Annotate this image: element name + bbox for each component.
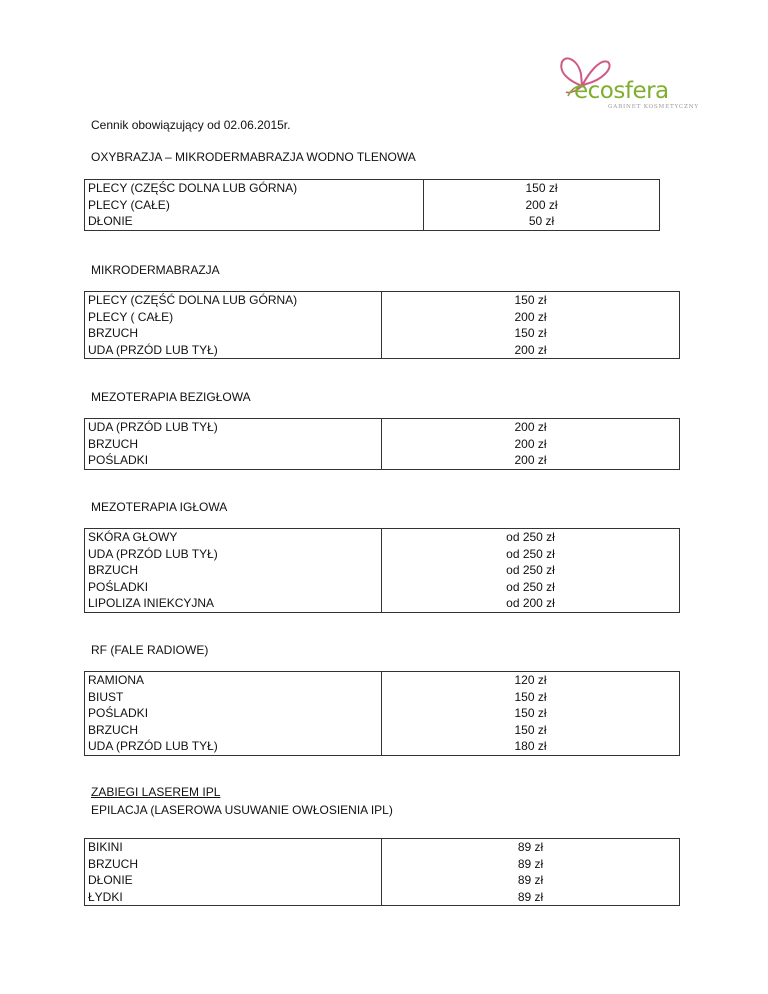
- service-price: 200 zł: [514, 309, 547, 324]
- price-table: [84, 528, 680, 613]
- service-name: BRZUCH: [88, 326, 138, 340]
- section-heading: MEZOTERAPIA BEZIGŁOWA: [91, 390, 251, 404]
- service-name: PLECY (CAŁE): [88, 197, 170, 212]
- service-price: 200 zł: [514, 342, 547, 357]
- section-heading: ZABIEGI LASEREM IPL: [91, 785, 221, 799]
- service-price: od 200 zł: [506, 596, 555, 610]
- service-price: 150 zł: [525, 181, 558, 195]
- service-price: 150 zł: [514, 293, 547, 307]
- service-name: LIPOLIZA INIEKCYJNA: [88, 596, 215, 610]
- service-name: BIUST: [88, 689, 124, 704]
- price-table: [84, 671, 680, 756]
- service-price: 200 zł: [514, 420, 547, 434]
- logo-subtitle: GABINET KOSMETYCZNY: [608, 104, 699, 110]
- service-name: UDA (PRZÓD LUB TYŁ): [88, 739, 218, 753]
- service-name: PLECY (CZĘŚC DOLNA LUB GÓRNA): [88, 181, 298, 195]
- service-price: 89 zł: [517, 873, 544, 887]
- section-heading: RF (FALE RADIOWE): [91, 643, 209, 657]
- service-name: BRZUCH: [88, 856, 138, 871]
- section-heading: MIKRODERMABRAZJA: [91, 263, 220, 277]
- service-price: 50 zł: [528, 214, 555, 228]
- service-name: ŁYDKI: [88, 889, 123, 904]
- service-name: BRZUCH: [88, 722, 138, 737]
- service-price: 120 zł: [514, 673, 547, 687]
- service-name: POŚLADKI: [88, 706, 149, 720]
- price-table: [84, 418, 680, 470]
- service-name: PLECY (CZĘŚĆ DOLNA LUB GÓRNA): [88, 293, 298, 307]
- service-name: POŚLADKI: [88, 453, 149, 467]
- service-price: 150 zł: [514, 706, 547, 720]
- service-name: SKÓRA GŁOWY: [88, 530, 178, 544]
- service-price: 89 zł: [517, 856, 544, 871]
- service-name: RAMIONA: [88, 673, 145, 687]
- logo-name: ecosfera: [574, 78, 669, 104]
- section-heading: OXYBRAZJA – MIKRODERMABRAZJA WODNO TLENOWA: [91, 150, 416, 164]
- service-price: 200 zł: [525, 197, 558, 212]
- service-price: 89 zł: [517, 889, 544, 904]
- price-table: [84, 291, 680, 359]
- service-name: DŁONIE: [88, 214, 133, 228]
- service-name: UDA (PRZÓD LUB TYŁ): [88, 342, 218, 357]
- service-name: BRZUCH: [88, 436, 138, 451]
- service-price: 150 zł: [514, 689, 547, 704]
- service-price: 150 zł: [514, 722, 547, 737]
- price-table: [84, 179, 660, 231]
- price-table: [84, 838, 680, 906]
- service-price: 89 zł: [517, 840, 544, 854]
- section-subheading: EPILACJA (LASEROWA USUWANIE OWŁOSIENIA IPL): [91, 803, 393, 817]
- page-title: Cennik obowiązujący od 02.06.2015r.: [91, 118, 291, 132]
- service-price: od 250 zł: [506, 530, 555, 544]
- service-price: od 250 zł: [506, 546, 555, 561]
- service-price: od 250 zł: [506, 579, 555, 594]
- service-name: PLECY ( CAŁE): [88, 309, 174, 324]
- service-price: 200 zł: [514, 453, 547, 467]
- service-name: POŚLADKI: [88, 579, 149, 594]
- service-name: BIKINI: [88, 840, 123, 854]
- service-price: 200 zł: [514, 436, 547, 451]
- service-price: 150 zł: [514, 326, 547, 340]
- service-name: BRZUCH: [88, 563, 138, 577]
- section-heading: MEZOTERAPIA IGŁOWA: [91, 500, 228, 514]
- service-price: od 250 zł: [506, 563, 555, 577]
- service-price: 180 zł: [514, 739, 547, 753]
- ecosfera-logo: [548, 52, 699, 114]
- service-name: DŁONIE: [88, 873, 133, 887]
- service-name: UDA (PRZÓD LUB TYŁ): [88, 546, 218, 561]
- service-name: UDA (PRZÓD LUB TYŁ): [88, 420, 218, 434]
